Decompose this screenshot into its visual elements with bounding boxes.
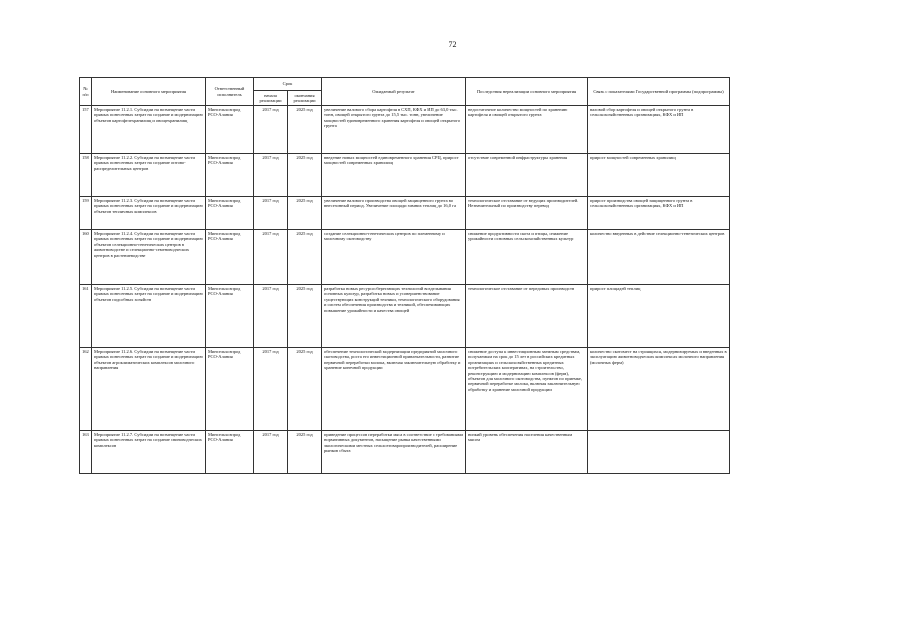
table-row bbox=[80, 154, 730, 197]
cell-name: Мероприятие 11.2.2. Субсидии на возмещение части прямых понесенных затрат на создание оптово-распределительных центров bbox=[92, 154, 206, 197]
cell-start: 2017 год bbox=[254, 348, 288, 431]
table-row bbox=[80, 285, 730, 348]
cell-end: 2025 год bbox=[288, 197, 322, 230]
table-row bbox=[80, 431, 730, 474]
cell-end: 2025 год bbox=[288, 106, 322, 154]
cell-link: прирост мощностей современных хранилищ bbox=[588, 154, 730, 197]
table-row bbox=[80, 230, 730, 285]
cell-start: 2017 год bbox=[254, 106, 288, 154]
cell-start: 2017 год bbox=[254, 154, 288, 197]
cell-num: 158 bbox=[80, 154, 92, 197]
cell-start: 2017 год bbox=[254, 431, 288, 474]
table-row bbox=[80, 348, 730, 431]
cell-consequences: технологическое отставание от передовых производств bbox=[466, 285, 588, 348]
cell-executor: Минсельхозпрод РСО-Алания bbox=[206, 154, 254, 197]
cell-start: 2017 год bbox=[254, 197, 288, 230]
cell-name: Мероприятие 11.2.4. Субсидии на возмещение части прямых понесенных затрат на создание и модернизацию объектов селекционно-генетических центров в животноводстве и селекционно-семеноводческих центров в растениеводстве bbox=[92, 230, 206, 285]
cell-end: 2025 год bbox=[288, 230, 322, 285]
cell-result: введение новых мощностей единовременного хранения СРЦ, прирост мощностей современных хранилищ bbox=[322, 154, 466, 197]
cell-executor: Минсельхозпрод РСО-Алания bbox=[206, 106, 254, 154]
header-term: Срок bbox=[254, 78, 322, 91]
cell-result: приведение процессов переработки мяса в соответствие с требованиями нормативных документов, насыщение рынка качественными экологическими местных сельхозтоваропроизводителей, расширение рынков сбыта bbox=[322, 431, 466, 474]
cell-end: 2025 год bbox=[288, 285, 322, 348]
page-number: 72 bbox=[448, 40, 457, 49]
cell-name: Мероприятие 11.2.7. Субсидии на возмещение части прямых понесенных затрат на создание свиноводческих комплексов bbox=[92, 431, 206, 474]
header-executor: Ответственный исполнитель bbox=[206, 78, 254, 106]
table-body bbox=[80, 106, 730, 474]
cell-end: 2025 год bbox=[288, 348, 322, 431]
cell-result: обеспечение технологической модернизации предприятий молочного скотоводства, роста его инвестиционной привлекательности, развитие первичной переработки молока, включая заключительную обработку и хранение конечной продукции bbox=[322, 348, 466, 431]
cell-executor: Минсельхозпрод РСО-Алания bbox=[206, 197, 254, 230]
cell-consequences: низкий уровень обеспечения населения качественным мясом bbox=[466, 431, 588, 474]
header-name: Наименование основного мероприятия bbox=[92, 78, 206, 106]
header-start: начала реализации bbox=[254, 91, 288, 106]
header-consequences: Последствия нереализации основного мероприятия bbox=[466, 78, 588, 106]
cell-num: 160 bbox=[80, 230, 92, 285]
cell-executor: Минсельхозпрод РСО-Алания bbox=[206, 348, 254, 431]
header-link: Связь с показателями Государственной программы (подпрограммы) bbox=[588, 78, 730, 106]
cell-name: Мероприятие 11.2.3. Субсидии на возмещение части прямых понесенных затрат на создание и модернизацию объектов тепличных комплексов bbox=[92, 197, 206, 230]
cell-link: валовой сбор картофеля и овощей открытого грунта в сельскохозяйственных организациях, КФХ и ИП bbox=[588, 106, 730, 154]
header-result: Ожидаемый результат bbox=[322, 78, 466, 106]
cell-result: создание селекционно-генетических центров по племенному и молочному скотоводству bbox=[322, 230, 466, 285]
cell-result: увеличение валового производства овощей защищенного грунта во внесезонный период. Увеличение площади зимних теплиц до 16,0 га bbox=[322, 197, 466, 230]
cell-link: количество введенных в действие селекционно-генетических центров bbox=[588, 230, 730, 285]
cell-start: 2017 год bbox=[254, 230, 288, 285]
cell-result: разработка новых ресурсосберегающих технологий возделывания основных культур, разработка новых и усовершенствование существующих конструкций техники, технологического оборудования и систем обеспечения производства и техникой, обеспечивающих повышение урожайности и качества овощей bbox=[322, 285, 466, 348]
cell-start: 2017 год bbox=[254, 285, 288, 348]
cell-num: 159 bbox=[80, 197, 92, 230]
table-row bbox=[80, 197, 730, 230]
cell-link: количество скотомест на строящихся, модернизируемых и введенных в эксплуатацию животноводческих комплексах молочного направления (молочных ферм) bbox=[588, 348, 730, 431]
cell-link bbox=[588, 431, 730, 474]
cell-executor: Минсельхозпрод РСО-Алания bbox=[206, 285, 254, 348]
cell-end: 2025 год bbox=[288, 154, 322, 197]
cell-consequences: снижение доступа к инвестиционным заемным средствам, получаемым на срок до 15 лет в российских кредитных организациях и сельскохозяйственных кредитных потребительских кооперативах, на строительство, реконструкцию и модернизацию комплексов (ферм), объектов для молочного скотоводства, пунктов по приемке, первичной переработке молока, включая заключительную обработку и хранение молочной продукции bbox=[466, 348, 588, 431]
cell-num: 157 bbox=[80, 106, 92, 154]
cell-num: 163 bbox=[80, 431, 92, 474]
cell-end: 2025 год bbox=[288, 431, 322, 474]
cell-link: прирост площадей теплиц bbox=[588, 285, 730, 348]
cell-executor: Минсельхозпрод РСО-Алания bbox=[206, 230, 254, 285]
cell-num: 162 bbox=[80, 348, 92, 431]
cell-name: Мероприятие 11.2.1. Субсидии на возмещение части прямых понесенных затрат на создание и модернизацию объектов картофелехранилищ и овощехранилищ bbox=[92, 106, 206, 154]
cell-num: 161 bbox=[80, 285, 92, 348]
header-num: № п/п bbox=[80, 78, 92, 106]
cell-result: увеличение валового сбора картофеля в СХП, КФХ и ИП до 63,0 тыс. тонн, овощей открытого грунта до 15,5 тыс. тонн, увеличение мощностей единовременного хранения картофеля и овощей открытого грунта bbox=[322, 106, 466, 154]
cell-name: Мероприятие 11.2.5. Субсидии на возмещение части прямых понесенных затрат на создание и модернизацию объектов подсобных хозяйств bbox=[92, 285, 206, 348]
cell-executor: Минсельхозпрод РСО-Алания bbox=[206, 431, 254, 474]
header-end: окончания реализации bbox=[288, 91, 322, 106]
cell-consequences: снижение продуктивности скота и птицы, снижение урожайности основных сельскохозяйственных культур bbox=[466, 230, 588, 285]
measures-table bbox=[79, 77, 730, 474]
cell-consequences: отсутствие современной инфраструктуры хранения bbox=[466, 154, 588, 197]
cell-consequences: недостаточное количество мощностей по хранению картофеля и овощей открытого грунта bbox=[466, 106, 588, 154]
cell-name: Мероприятие 11.2.6. Субсидии на возмещение части прямых понесенных затрат на создание и модернизацию объектов агроклиматических комплексов молочного направления bbox=[92, 348, 206, 431]
cell-link: прирост производства овощей защищенного грунта в сельскохозяйственных организациях, КФХ и ИП bbox=[588, 197, 730, 230]
table-row bbox=[80, 106, 730, 154]
cell-consequences: технологическое отставание от ведущих производителей. Незначительный по производству перевод bbox=[466, 197, 588, 230]
